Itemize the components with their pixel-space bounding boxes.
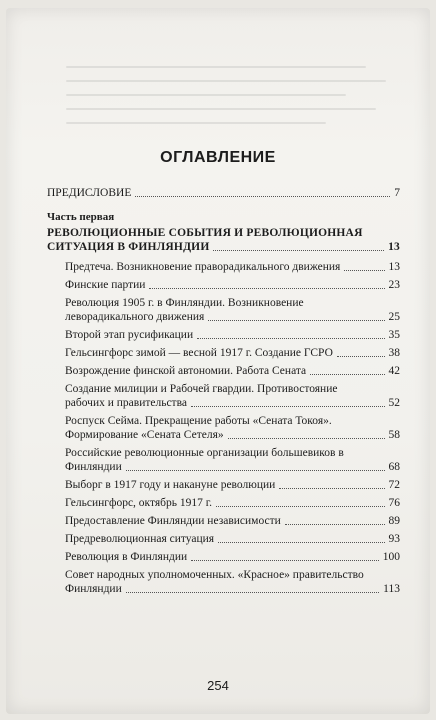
toc-entry-title: Совет народных уполномоченных. «Красное» правительство Финляндии — [65, 569, 364, 595]
toc-entry[interactable] — [65, 278, 400, 292]
toc-entry-page: 23 — [388, 279, 400, 291]
dot-leader — [191, 560, 379, 561]
toc-entry-page: 13 — [388, 241, 400, 253]
dot-leader — [191, 406, 385, 407]
toc-entry-page: 13 — [388, 261, 400, 273]
toc-entry-title: Гельсингфорс, октябрь 1917 г. — [65, 497, 213, 509]
toc-entry[interactable] — [65, 446, 400, 474]
toc-entry-page: 35 — [388, 329, 400, 341]
toc-entry-page: 25 — [388, 311, 400, 323]
bleed-through-text — [66, 66, 386, 136]
toc-entry-page: 93 — [388, 533, 400, 545]
toc-entry-page: 72 — [388, 479, 400, 491]
toc-entry-title: Предтеча. Возникновение праворадикального движения — [65, 261, 341, 273]
dot-leader — [135, 196, 390, 197]
toc-entries-list — [47, 260, 400, 596]
dot-leader — [213, 250, 384, 251]
toc-entry[interactable] — [65, 532, 400, 546]
toc-entry-title: Революция 1905 г. в Финляндии. Возникновение леворадикального движения — [65, 297, 304, 323]
toc-entry-page: 100 — [382, 551, 400, 563]
toc-entry-title: Гельсингфорс зимой — весной 1917 г. Создание ГСРО — [65, 347, 333, 359]
toc-entry-title: Возрождение финской автономии. Работа Сената — [65, 365, 307, 377]
dot-leader — [285, 524, 385, 525]
dot-leader — [310, 374, 384, 375]
toc-entry[interactable] — [65, 346, 400, 360]
toc-entry-preface[interactable] — [47, 186, 400, 200]
toc-entry[interactable] — [65, 514, 400, 528]
toc-entry-title: Российские революционные организации большевиков в Финляндии — [65, 447, 344, 473]
toc-entry-page: 76 — [388, 497, 400, 509]
dot-leader — [126, 592, 379, 593]
dot-leader — [208, 320, 384, 321]
toc-entry-title: Создание милиции и Рабочей гвардии. Противостояние рабочих и правительства — [65, 383, 338, 409]
toc-entry[interactable] — [65, 568, 400, 596]
toc-entry-title: Второй этап русификации — [65, 329, 194, 341]
toc-entry-title: Предреволюционная ситуация — [65, 533, 215, 545]
toc-entry-title: Роспуск Сейма. Прекращение работы «Сената Токоя». Формирование «Сената Сетеля» — [65, 415, 332, 441]
dot-leader — [216, 506, 384, 507]
toc-entry-title: Финские партии — [65, 279, 146, 291]
dot-leader — [149, 288, 384, 289]
table-of-contents — [47, 186, 400, 600]
toc-entry[interactable] — [65, 550, 400, 564]
toc-entry-title: Выборг в 1917 году и накануне революции — [65, 479, 276, 491]
toc-entry[interactable] — [65, 328, 400, 342]
dot-leader — [126, 470, 385, 471]
toc-entry-page: 38 — [388, 347, 400, 359]
toc-entry[interactable] — [65, 496, 400, 510]
dot-leader — [228, 438, 385, 439]
toc-entry[interactable] — [65, 414, 400, 442]
toc-entry-title: РЕВОЛЮЦИОННЫЕ СОБЫТИЯ И РЕВОЛЮЦИОННАЯ СИТУАЦИЯ В ФИНЛЯНДИИ — [47, 227, 363, 253]
dot-leader — [344, 270, 384, 271]
toc-entry-part-title[interactable] — [47, 226, 400, 254]
toc-entry[interactable] — [65, 478, 400, 492]
toc-heading: ОГЛАВЛЕНИЕ — [160, 149, 276, 166]
toc-entry[interactable] — [65, 382, 400, 410]
toc-entry[interactable] — [65, 364, 400, 378]
page-number: 254 — [207, 678, 229, 693]
toc-entry-page: 7 — [394, 187, 400, 199]
toc-entry-page: 58 — [388, 429, 400, 441]
dot-leader — [337, 356, 385, 357]
toc-entry-page: 42 — [388, 365, 400, 377]
toc-entry-title: Революция в Финляндии — [65, 551, 188, 563]
toc-entry-title: ПРЕДИСЛОВИЕ — [47, 187, 132, 199]
toc-entry[interactable] — [65, 260, 400, 274]
dot-leader — [197, 338, 384, 339]
dot-leader — [218, 542, 384, 543]
toc-entry-page: 89 — [388, 515, 400, 527]
part-label: Часть первая — [47, 211, 115, 223]
toc-entry-page: 52 — [388, 397, 400, 409]
toc-entry-title: Предоставление Финляндии независимости — [65, 515, 281, 527]
dot-leader — [279, 488, 384, 489]
toc-entry-page: 113 — [383, 583, 400, 595]
toc-entry[interactable] — [65, 296, 400, 324]
toc-entry-page: 68 — [388, 461, 400, 473]
